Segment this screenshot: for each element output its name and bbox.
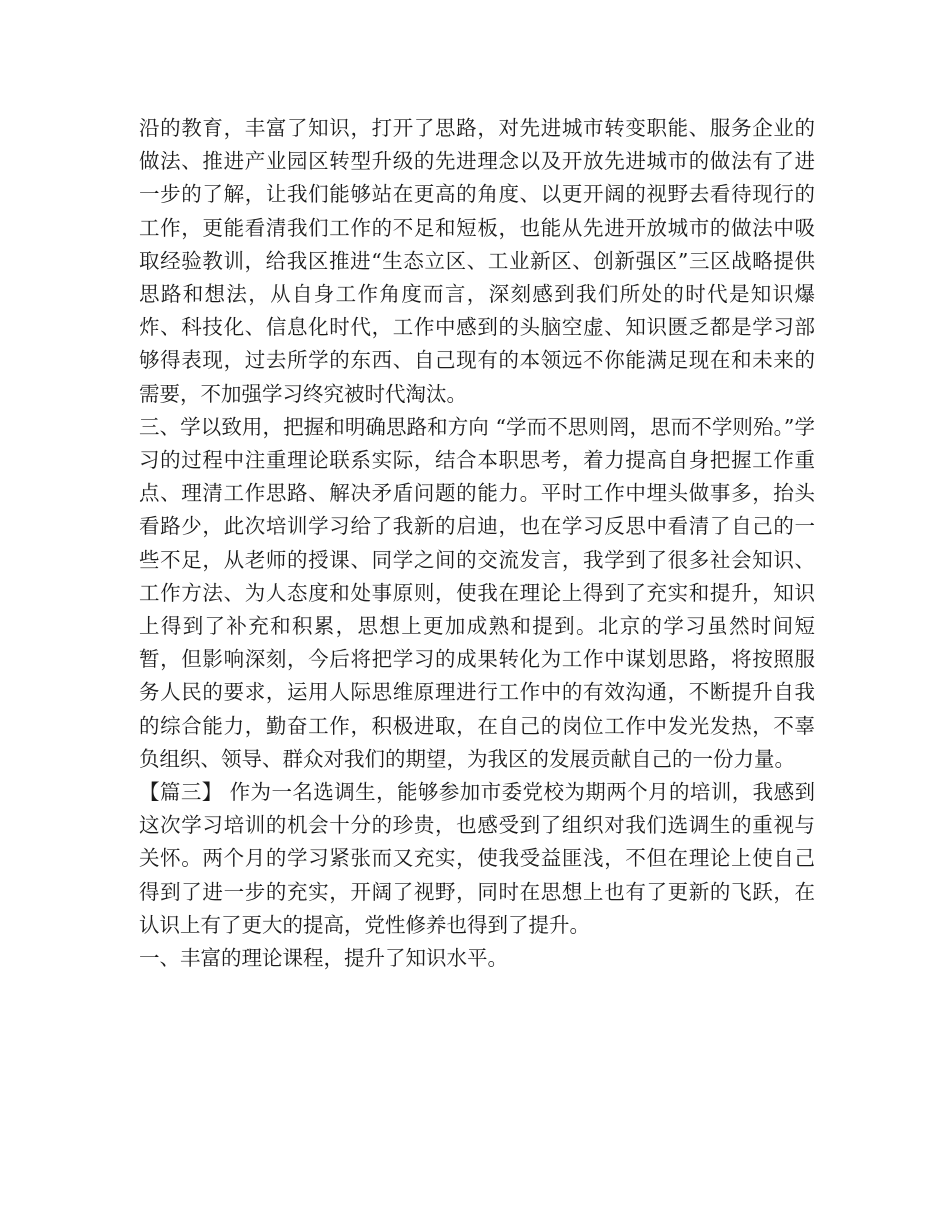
paragraph-section-one-heading: 一、丰富的理论课程，提升了知识水平。: [139, 946, 508, 971]
paragraph-section-three-application: 三、学以致用，把握和明确思路和方向 “学而不思则罔，思而不学则殆。”学习的过程中注重理论联系实际，结合本职思考，着力提高自身把握工作重点、理清工作思路、解决矛盾问题的能力。平时工作中埋头做事多，抬头看路少，此次培训学习给了我新的启迪，也在学习反思中看清了自己的一些不足，从老师的授课、同学之间的交流发言，我学到了很多社会知识、工作方法、为人态度和处事原则，使我在理论上得到了充实和提升，知识上得到了补充和积累，思想上更加成熟和提到。北京的学习虽然时间短暂，但影响深刻，今后将把学习的成果转化为工作中谋划思路，将按照服务人民的要求，运用人际思维原理进行工作中的有效沟通，不断提升自我的综合能力，勤奋工作，积极进取，在自己的岗位工作中发光发热，不辜负组织、领导、群众对我们的期望，为我区的发展贡献自己的一份力量。: [139, 414, 815, 771]
paragraph-part-three-intro: 【篇三】 作为一名选调生，能够参加市委党校为期两个月的培训，我感到这次学习培训的机会十分的珍贵，也感受到了组织对我们选调生的重视与关怀。两个月的学习紧张而又充实，使我受益匪浅，不但在理论上使自己得到了进一步的充实，开阔了视野，同时在思想上也有了更新的飞跃，在认识上有了更大的提高，党性修养也得到了提升。: [139, 780, 815, 937]
paragraph-education-summary: 沿的教育，丰富了知识，打开了思路，对先进城市转变职能、服务企业的做法、推进产业园区转型升级的先进理念以及开放先进城市的做法有了进一步的了解，让我们能够站在更高的角度、以更开阔的视野去看待现行的工作，更能看清我们工作的不足和短板，也能从先进开放城市的做法中吸取经验教训，给我区推进“生态立区、工业新区、创新强区”三区战略提供思路和想法，从自身工作角度而言，深刻感到我们所处的时代是知识爆炸、科技化、信息化时代，工作中感到的头脑空虚、知识匮乏都是学习部够得表现，过去所学的东西、自己现有的本领远不你能满足现在和未来的需要，不加强学习终究被时代淘汰。: [139, 116, 815, 406]
document-page: [139, 112, 815, 975]
